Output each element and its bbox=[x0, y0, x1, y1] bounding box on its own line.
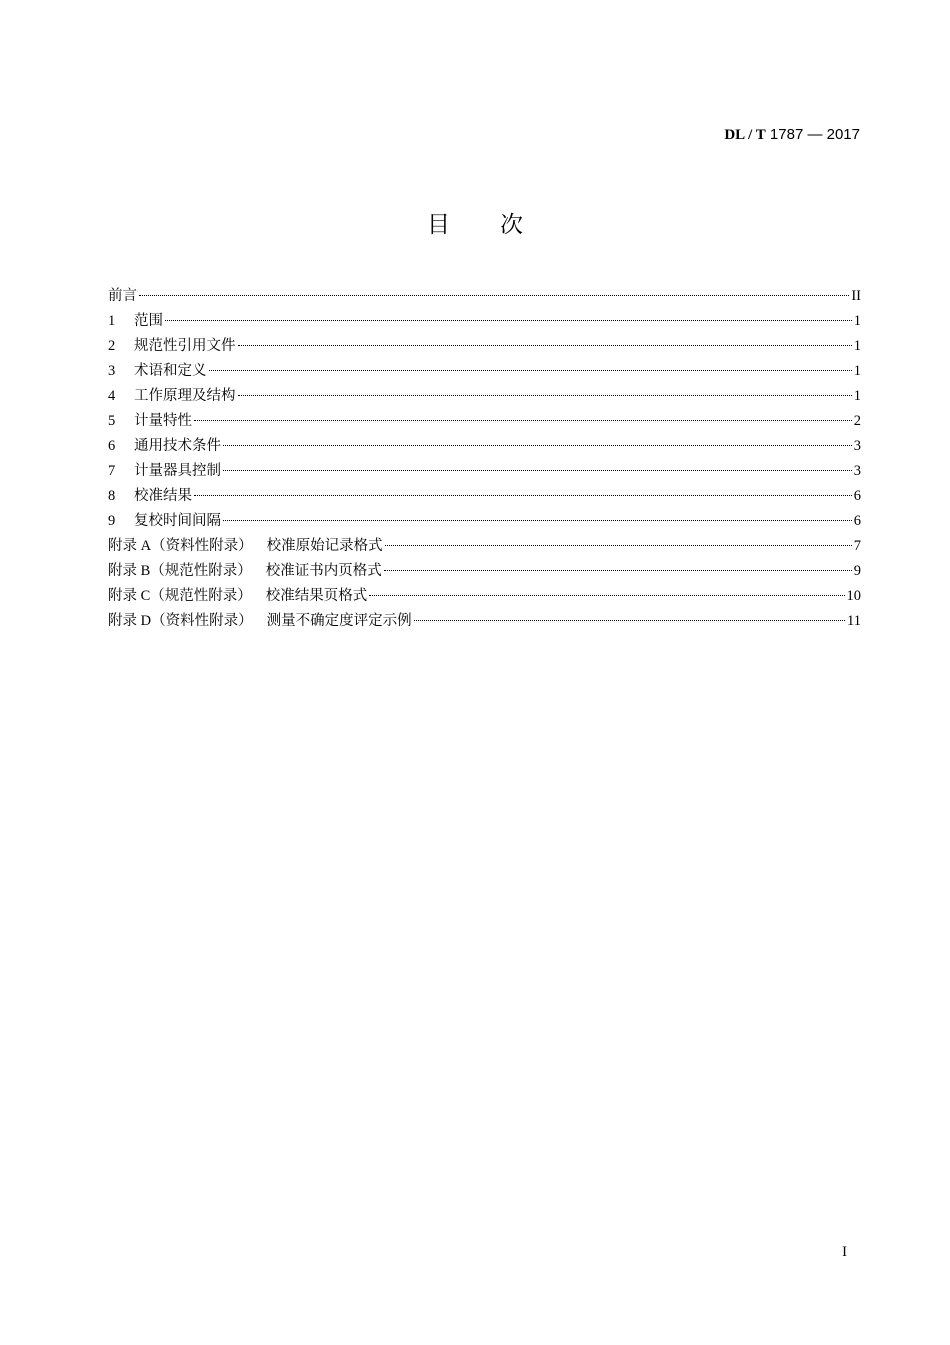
toc-entry-page: 7 bbox=[853, 538, 861, 554]
toc-entry-appendix-b[interactable] bbox=[108, 559, 861, 584]
toc-entry-page: 11 bbox=[847, 613, 861, 629]
toc-leader bbox=[385, 544, 852, 546]
toc-entry-page: 9 bbox=[853, 563, 861, 579]
toc-entry-number: 9 bbox=[108, 513, 116, 529]
toc-entry-label: 前言 bbox=[108, 288, 137, 304]
standard-number: 1787 — 2017 bbox=[765, 126, 860, 143]
toc-entry-number: 5 bbox=[108, 413, 116, 429]
toc-entry-label: 范围 bbox=[134, 313, 163, 329]
toc-leader bbox=[384, 569, 852, 571]
toc-entry-6[interactable] bbox=[108, 434, 861, 459]
toc-entry-4[interactable] bbox=[108, 384, 861, 409]
toc-entry-page: 6 bbox=[853, 488, 861, 504]
toc-leader bbox=[414, 619, 845, 621]
toc-entry-page: 1 bbox=[853, 363, 861, 379]
toc-entry-page: 1 bbox=[853, 388, 861, 404]
toc-entry-label: 计量器具控制 bbox=[134, 463, 221, 479]
standard-prefix: DL / T bbox=[724, 127, 766, 143]
toc-entry-number: 4 bbox=[108, 388, 116, 404]
toc-leader bbox=[238, 394, 852, 396]
page-number: I bbox=[842, 1244, 847, 1260]
toc-entry-label: 计量特性 bbox=[134, 413, 192, 429]
toc-leader bbox=[209, 369, 852, 371]
toc-entry-label: 测量不确定度评定示例 bbox=[266, 613, 412, 629]
toc-entry-number: 7 bbox=[108, 463, 116, 479]
toc-entry-label: 校准证书内页格式 bbox=[265, 563, 382, 579]
toc-entry-number: 6 bbox=[108, 438, 116, 454]
table-of-contents bbox=[108, 284, 861, 634]
toc-entry-appendix-c[interactable] bbox=[108, 584, 861, 609]
toc-entry-number: 1 bbox=[108, 313, 116, 329]
toc-entry-label: 通用技术条件 bbox=[134, 438, 221, 454]
toc-entry-page: 2 bbox=[853, 413, 861, 429]
toc-appendix-prefix: 附录 B（规范性附录） bbox=[108, 563, 252, 579]
toc-entry-page: 3 bbox=[853, 463, 861, 479]
toc-leader bbox=[223, 519, 852, 521]
toc-leader bbox=[238, 344, 852, 346]
toc-entry-appendix-a[interactable] bbox=[108, 534, 861, 559]
toc-leader bbox=[369, 594, 844, 596]
toc-entry-page: 10 bbox=[846, 588, 861, 604]
toc-entry-2[interactable] bbox=[108, 334, 861, 359]
document-code bbox=[724, 126, 860, 144]
toc-appendix-prefix: 附录 A（资料性附录） bbox=[108, 538, 253, 554]
toc-entry-page: 1 bbox=[853, 313, 861, 329]
toc-entry-number: 3 bbox=[108, 363, 116, 379]
toc-leader bbox=[194, 494, 852, 496]
toc-entry-label: 校准原始记录格式 bbox=[266, 538, 383, 554]
page-title: 目次 bbox=[427, 212, 573, 238]
toc-leader bbox=[223, 469, 852, 471]
toc-leader bbox=[194, 419, 852, 421]
toc-entry-label: 校准结果 bbox=[134, 488, 192, 504]
toc-entry-5[interactable] bbox=[108, 409, 861, 434]
toc-entry-number: 2 bbox=[108, 338, 116, 354]
toc-entry-page: 1 bbox=[853, 338, 861, 354]
toc-appendix-prefix: 附录 D（资料性附录） bbox=[108, 613, 253, 629]
toc-entry-label: 术语和定义 bbox=[134, 363, 207, 379]
toc-leader bbox=[139, 294, 849, 296]
toc-entry-8[interactable] bbox=[108, 484, 861, 509]
toc-entry-page: II bbox=[851, 288, 861, 304]
toc-entry-page: 6 bbox=[853, 513, 861, 529]
toc-entry-9[interactable] bbox=[108, 509, 861, 534]
toc-entry-foreword[interactable] bbox=[108, 284, 861, 309]
toc-leader bbox=[165, 319, 852, 321]
toc-leader bbox=[223, 444, 852, 446]
toc-entry-label: 复校时间间隔 bbox=[134, 513, 221, 529]
toc-entry-1[interactable] bbox=[108, 309, 861, 334]
toc-entry-number: 8 bbox=[108, 488, 116, 504]
toc-entry-3[interactable] bbox=[108, 359, 861, 384]
toc-entry-label: 工作原理及结构 bbox=[134, 388, 236, 404]
toc-entry-7[interactable] bbox=[108, 459, 861, 484]
toc-appendix-prefix: 附录 C（规范性附录） bbox=[108, 588, 252, 604]
toc-entry-appendix-d[interactable] bbox=[108, 609, 861, 634]
toc-entry-page: 3 bbox=[853, 438, 861, 454]
toc-entry-label: 校准结果页格式 bbox=[265, 588, 368, 604]
toc-entry-label: 规范性引用文件 bbox=[134, 338, 236, 354]
